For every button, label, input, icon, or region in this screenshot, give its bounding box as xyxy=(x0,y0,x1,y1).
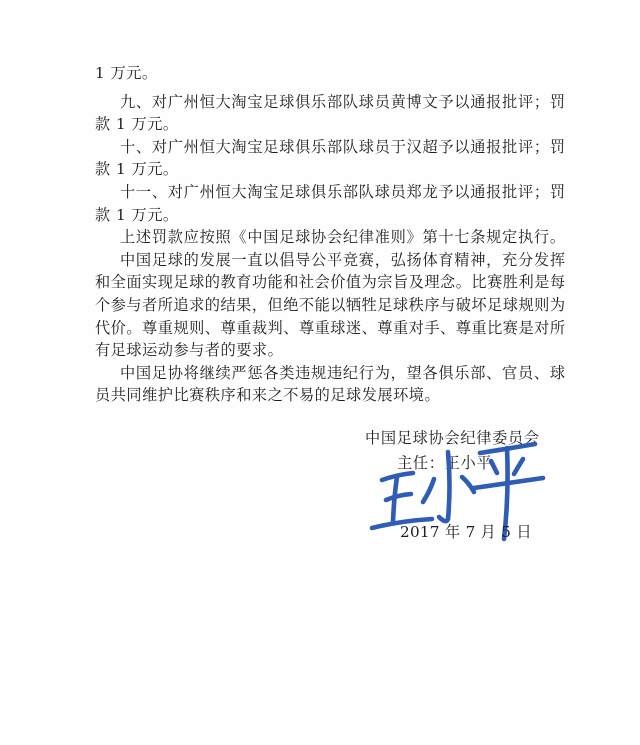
paragraph xyxy=(95,91,565,136)
text-line: 十一、对广州恒大淘宝足球俱乐部队球员郑龙予以通报批评；罚 xyxy=(120,182,565,201)
text-line: 中国足球的发展一直以倡导公平竞赛，弘扬体育精神，充分发挥 xyxy=(120,250,565,269)
text-line: 员共同维护比赛秩序和来之不易的足球发展环境。 xyxy=(95,386,441,405)
paragraph xyxy=(95,62,565,85)
paragraph xyxy=(95,362,565,407)
document-body xyxy=(95,62,565,407)
director-line: 主任：王小平 xyxy=(397,454,493,472)
signature-stroke xyxy=(386,494,411,500)
paragraph xyxy=(95,249,565,362)
signature-stroke xyxy=(491,461,497,473)
paragraph xyxy=(95,226,565,249)
text-line: 有足球运动参与者的要求。 xyxy=(95,341,284,360)
text-line: 款 1 万元。 xyxy=(95,160,179,179)
text-line: 上述罚款应按照《中国足球协会纪律准则》第十七条规定执行。 xyxy=(120,228,565,247)
signature-stroke xyxy=(462,477,474,492)
signature-stroke xyxy=(423,479,434,502)
text-line: 1 万元。 xyxy=(95,64,158,82)
signature-stroke xyxy=(514,459,523,474)
text-line: 款 1 万元。 xyxy=(95,205,179,224)
text-line: 个参与者所追求的结果，但绝不能以牺牲足球秩序与破坏足球规则为 xyxy=(95,295,565,314)
signature-stroke xyxy=(439,452,450,521)
text-line: 九、对广州恒大淘宝足球俱乐部队球员黄博文予以通报批评；罚 xyxy=(120,92,565,111)
document-date: 2017 年 7 月 5 日 xyxy=(400,523,532,541)
paragraph xyxy=(95,181,565,226)
paragraph xyxy=(95,136,565,181)
text-line: 款 1 万元。 xyxy=(95,115,179,134)
text-line: 代价。尊重规则、尊重裁判、尊重球迷、尊重对手、尊重比赛是对所 xyxy=(95,318,565,337)
text-line: 中国足协将继续严惩各类违规违纪行为，望各俱乐部、官员、球 xyxy=(120,363,565,382)
text-line: 和全面实现足球的教育功能和社会价值为宗旨及理念。比赛胜利是每 xyxy=(95,273,565,292)
committee-name: 中国足球协会纪律委员会 xyxy=(365,429,540,447)
text-line: 十、对广州恒大淘宝足球俱乐部队球员于汉超予以通报批评；罚 xyxy=(120,137,565,156)
